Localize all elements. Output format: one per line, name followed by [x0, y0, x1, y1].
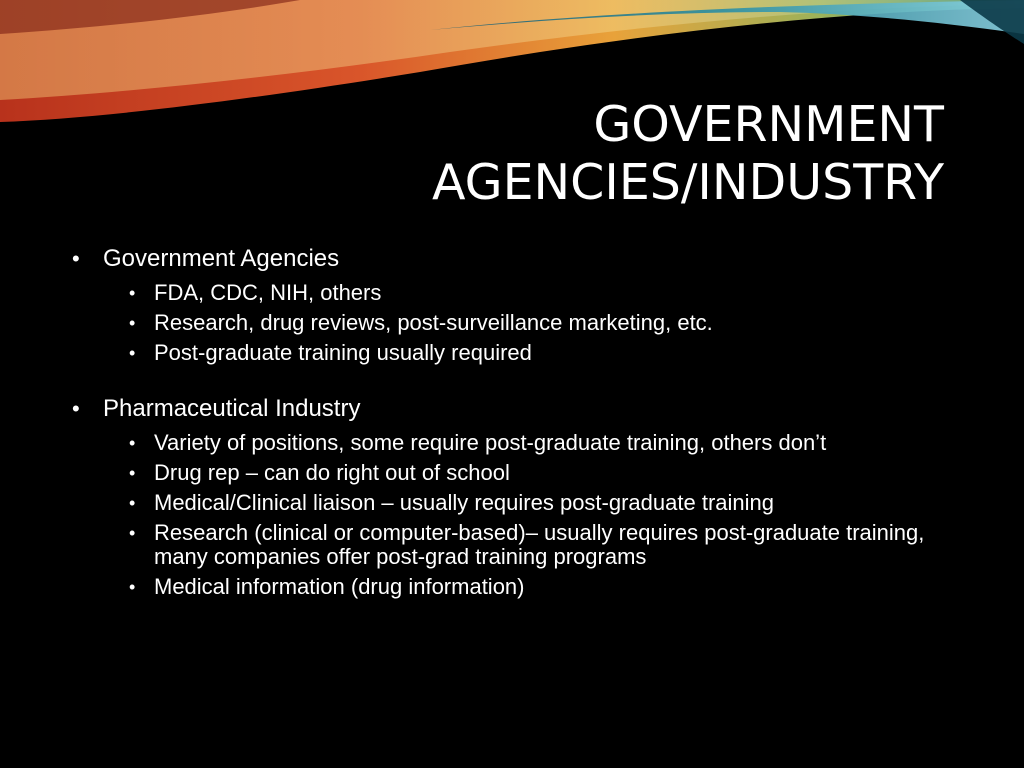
- bullet-level2: [129, 521, 972, 569]
- title-line-2: AGENCIES/INDUSTRY: [431, 154, 944, 211]
- bullet-level2: [129, 491, 972, 515]
- bullet-level2: [129, 281, 972, 305]
- bullet-level2: [129, 311, 972, 335]
- slide-title: [304, 96, 944, 212]
- bullet-content: [72, 243, 972, 599]
- bullet-level1: [72, 393, 972, 425]
- bullet-dot: •: [72, 396, 80, 421]
- bullet-level2: [129, 431, 972, 455]
- bullet-dot: •: [129, 343, 136, 363]
- section-pharma: [72, 393, 972, 599]
- bullet-text: Post-graduate training usually required: [154, 340, 532, 365]
- section-heading: Government Agencies: [103, 245, 340, 272]
- bullet-level2: [129, 461, 972, 485]
- bullet-text: Variety of positions, some require post-graduate training, others don’t: [154, 430, 827, 455]
- bullet-dot: •: [129, 433, 136, 453]
- bullet-text: Drug rep – can do right out of school: [154, 460, 510, 485]
- bullet-dot: •: [129, 523, 136, 543]
- bullet-dot: •: [129, 577, 136, 597]
- bullet-dot: •: [72, 246, 80, 271]
- bullet-text: Medical information (drug information): [154, 574, 525, 599]
- bullet-level1: [72, 243, 972, 275]
- bullet-text: FDA, CDC, NIH, others: [154, 280, 382, 305]
- bullet-text: Medical/Clinical liaison – usually requires post-graduate training: [154, 490, 774, 515]
- section-government: [72, 243, 972, 365]
- bullet-dot: •: [129, 493, 136, 513]
- bullet-dot: •: [129, 313, 136, 333]
- bullet-dot: •: [129, 463, 136, 483]
- bullet-dot: •: [129, 283, 136, 303]
- bullet-text: Research (clinical or computer-based)– usually requires post-graduate training, many companies offer post-grad training programs: [154, 520, 925, 569]
- bullet-level2: [129, 575, 972, 599]
- bullet-level2: [129, 341, 972, 365]
- bullet-text: Research, drug reviews, post-surveillance marketing, etc.: [154, 310, 713, 335]
- title-line-1: GOVERNMENT: [593, 96, 944, 153]
- section-heading: Pharmaceutical Industry: [103, 395, 361, 422]
